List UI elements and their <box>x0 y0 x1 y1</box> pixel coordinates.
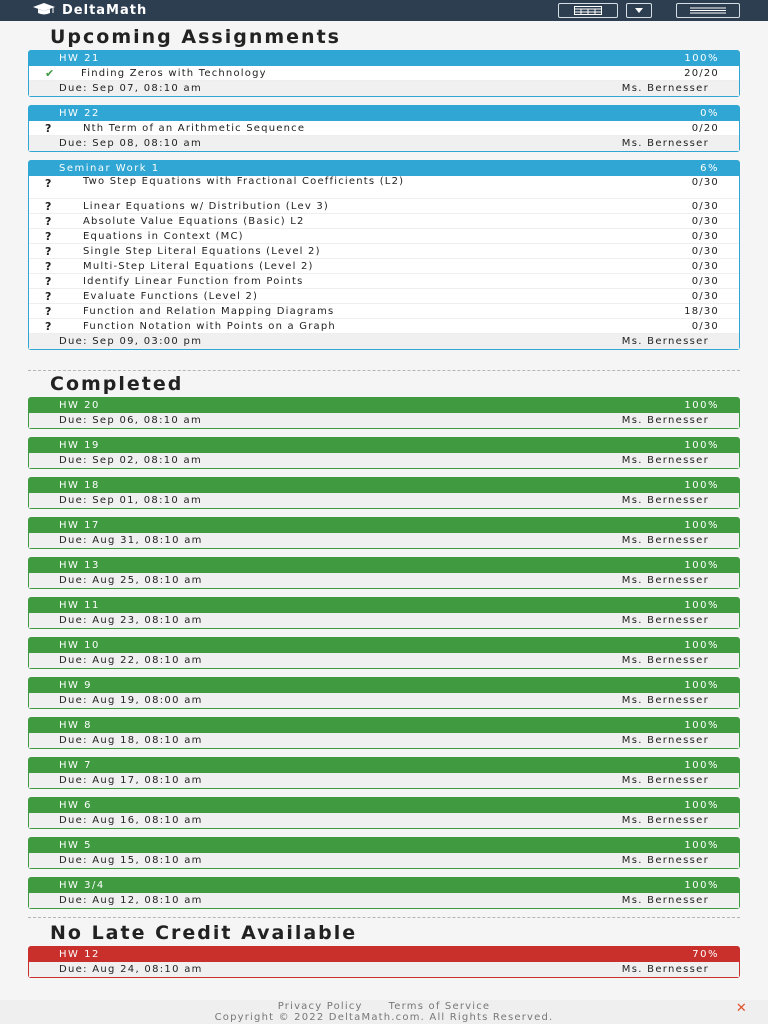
due-date: Due: Aug 16, 08:10 am <box>59 815 203 826</box>
assignment-card[interactable] <box>28 477 740 509</box>
teacher-name: Ms. Bernesser <box>621 336 709 347</box>
assignment-card[interactable] <box>28 837 740 869</box>
assignment-name: HW 12 <box>59 949 100 960</box>
late-title: No Late Credit Available <box>50 922 358 944</box>
problem-score: 0/30 <box>691 275 719 287</box>
assignment-name: HW 3/4 <box>59 880 105 891</box>
problem-row[interactable] <box>29 121 739 136</box>
assignment-percent: 100% <box>684 760 719 771</box>
assignment-card[interactable] <box>28 437 740 469</box>
assignment-name: HW 18 <box>59 480 100 491</box>
assignment-footer <box>29 733 739 748</box>
assignment-card[interactable] <box>28 105 740 152</box>
problem-row[interactable] <box>29 304 739 319</box>
assignment-percent: 0% <box>700 108 719 119</box>
question-mark-icon: ? <box>45 304 53 318</box>
brand-name: DeltaMath <box>62 3 148 18</box>
problem-score: 0/30 <box>691 290 719 302</box>
problem-score: 0/30 <box>691 245 719 257</box>
problem-name: Nth Term of an Arithmetic Sequence <box>83 122 306 134</box>
assignment-header[interactable] <box>29 518 739 533</box>
teacher-name: Ms. Bernesser <box>621 495 709 506</box>
teacher-name: Ms. Bernesser <box>621 855 709 866</box>
due-date: Due: Aug 23, 08:10 am <box>59 615 203 626</box>
question-mark-icon: ? <box>45 244 53 258</box>
due-date: Due: Aug 31, 08:10 am <box>59 535 203 546</box>
assignment-footer <box>29 573 739 588</box>
assignment-percent: 70% <box>692 949 719 960</box>
assignment-card[interactable] <box>28 637 740 669</box>
problem-name: Function Notation with Points on a Graph <box>83 320 336 332</box>
checkmark-icon: ✔ <box>45 66 56 80</box>
due-date: Due: Sep 01, 08:10 am <box>59 495 203 506</box>
assignment-card[interactable] <box>28 160 740 350</box>
graduation-cap-icon <box>32 1 56 20</box>
assignment-name: HW 22 <box>59 108 100 119</box>
due-date: Due: Aug 15, 08:10 am <box>59 855 203 866</box>
assignment-header[interactable] <box>29 51 739 66</box>
teacher-name: Ms. Bernesser <box>621 655 709 666</box>
assignment-name: HW 11 <box>59 600 100 611</box>
assignment-footer <box>29 813 739 828</box>
teacher-name: Ms. Bernesser <box>621 775 709 786</box>
assignment-name: HW 7 <box>59 760 92 771</box>
assignment-percent: 100% <box>684 880 719 891</box>
problem-name: Linear Equations w/ Distribution (Lev 3) <box>83 200 329 212</box>
brand-link[interactable] <box>32 1 147 20</box>
assignment-header[interactable] <box>29 798 739 813</box>
problem-score: 20/20 <box>684 67 719 79</box>
assignment-percent: 100% <box>684 53 719 64</box>
question-mark-icon: ? <box>45 274 53 288</box>
assignment-percent: 6% <box>700 163 719 174</box>
problem-row[interactable] <box>29 274 739 289</box>
assignment-footer <box>29 413 739 428</box>
problem-name: Function and Relation Mapping Diagrams <box>83 305 335 317</box>
assignment-footer <box>29 773 739 788</box>
question-mark-icon: ? <box>45 319 53 333</box>
assignment-header[interactable] <box>29 598 739 613</box>
teacher-name: Ms. Bernesser <box>621 964 709 975</box>
copyright-text: Copyright © 2022 DeltaMath.com. All Rights Reserved. <box>214 1012 554 1023</box>
assignment-name: HW 9 <box>59 680 92 691</box>
assignment-header[interactable] <box>29 106 739 121</box>
assignment-percent: 100% <box>684 560 719 571</box>
assignment-name: HW 21 <box>59 53 100 64</box>
assignment-header[interactable] <box>29 398 739 413</box>
teacher-name: Ms. Bernesser <box>621 455 709 466</box>
assignment-card[interactable] <box>28 50 740 97</box>
assignment-card[interactable] <box>28 677 740 709</box>
question-mark-icon: ? <box>45 259 53 273</box>
teacher-name: Ms. Bernesser <box>621 83 709 94</box>
problem-row[interactable] <box>29 259 739 274</box>
assignment-card[interactable] <box>28 757 740 789</box>
assignment-card[interactable] <box>28 597 740 629</box>
upcoming-title: Upcoming Assignments <box>50 26 341 48</box>
calculator-icon <box>574 6 602 15</box>
problem-score: 0/30 <box>691 200 719 212</box>
problem-row[interactable] <box>29 229 739 244</box>
teacher-name: Ms. Bernesser <box>621 535 709 546</box>
completed-title: Completed <box>50 373 184 395</box>
close-icon[interactable]: ✕ <box>735 1001 748 1016</box>
due-date: Due: Aug 24, 08:10 am <box>59 964 203 975</box>
due-date: Due: Sep 07, 08:10 am <box>59 83 203 94</box>
due-date: Due: Aug 18, 08:10 am <box>59 735 203 746</box>
problem-row[interactable] <box>29 214 739 229</box>
completed-list <box>28 397 740 909</box>
due-date: Due: Sep 02, 08:10 am <box>59 455 203 466</box>
assignment-header[interactable] <box>29 878 739 893</box>
assignment-name: HW 13 <box>59 560 100 571</box>
assignment-footer <box>29 853 739 868</box>
problem-name: Multi-Step Literal Equations (Level 2) <box>83 260 314 272</box>
assignment-card[interactable] <box>28 717 740 749</box>
main-content <box>28 22 740 986</box>
problem-score: 0/30 <box>691 230 719 242</box>
teacher-name: Ms. Bernesser <box>621 415 709 426</box>
dropdown-button[interactable] <box>626 3 652 18</box>
problem-name: Absolute Value Equations (Basic) L2 <box>83 215 305 227</box>
assignment-header[interactable] <box>29 558 739 573</box>
problem-score: 0/20 <box>691 122 719 134</box>
assignment-name: HW 20 <box>59 400 100 411</box>
problem-name: Two Step Equations with Fractional Coefficients (L2) <box>83 176 405 187</box>
problem-name: Identify Linear Function from Points <box>83 275 304 287</box>
assignment-header[interactable] <box>29 638 739 653</box>
assignment-percent: 100% <box>684 400 719 411</box>
problem-row[interactable] <box>29 66 739 81</box>
assignment-name: Seminar Work 1 <box>59 163 160 174</box>
hamburger-menu-button[interactable] <box>676 3 740 18</box>
due-date: Due: Aug 19, 08:00 am <box>59 695 203 706</box>
assignment-footer <box>29 493 739 508</box>
assignment-header[interactable] <box>29 758 739 773</box>
assignment-name: HW 8 <box>59 720 92 731</box>
problem-name: Single Step Literal Equations (Level 2) <box>83 245 321 257</box>
assignment-footer <box>29 453 739 468</box>
assignment-footer <box>29 533 739 548</box>
problem-score: 0/30 <box>691 215 719 227</box>
assignment-footer <box>29 962 739 977</box>
problem-name: Evaluate Functions (Level 2) <box>83 290 259 302</box>
problem-row[interactable] <box>29 319 739 334</box>
teacher-name: Ms. Bernesser <box>621 695 709 706</box>
question-mark-icon: ? <box>45 289 53 303</box>
assignment-name: HW 6 <box>59 800 92 811</box>
top-navbar <box>0 0 768 21</box>
assignment-percent: 100% <box>684 800 719 811</box>
problem-score: 18/30 <box>684 305 719 317</box>
assignment-header[interactable] <box>29 438 739 453</box>
due-date: Due: Sep 09, 03:00 pm <box>59 336 203 347</box>
assignment-percent: 100% <box>684 680 719 691</box>
question-mark-icon: ? <box>45 177 53 190</box>
question-mark-icon: ? <box>45 214 53 228</box>
assignment-percent: 100% <box>684 600 719 611</box>
privacy-policy-link[interactable]: Privacy Policy <box>277 1001 363 1012</box>
assignment-footer <box>29 653 739 668</box>
assignment-header[interactable] <box>29 678 739 693</box>
assignment-percent: 100% <box>684 440 719 451</box>
teacher-name: Ms. Bernesser <box>621 615 709 626</box>
question-mark-icon: ? <box>45 121 53 135</box>
calculator-button[interactable] <box>558 3 618 18</box>
due-date: Due: Sep 06, 08:10 am <box>59 415 203 426</box>
problem-score: 0/30 <box>691 320 719 332</box>
assignment-percent: 100% <box>684 720 719 731</box>
assignment-percent: 100% <box>684 520 719 531</box>
assignment-card[interactable] <box>28 517 740 549</box>
assignment-name: HW 10 <box>59 640 100 651</box>
problem-row[interactable] <box>29 199 739 214</box>
problem-row[interactable] <box>29 289 739 304</box>
assignment-card[interactable] <box>28 946 740 978</box>
teacher-name: Ms. Bernesser <box>621 575 709 586</box>
assignment-name: HW 17 <box>59 520 100 531</box>
assignment-card[interactable] <box>28 797 740 829</box>
due-date: Due: Aug 22, 08:10 am <box>59 655 203 666</box>
terms-of-service-link[interactable]: Terms of Service <box>388 1001 491 1012</box>
teacher-name: Ms. Bernesser <box>621 138 709 149</box>
question-mark-icon: ? <box>45 199 53 213</box>
problem-score: 0/30 <box>691 177 719 188</box>
teacher-name: Ms. Bernesser <box>621 815 709 826</box>
assignment-percent: 100% <box>684 640 719 651</box>
due-date: Due: Aug 17, 08:10 am <box>59 775 203 786</box>
assignment-footer <box>29 613 739 628</box>
assignment-name: HW 19 <box>59 440 100 451</box>
assignment-footer <box>29 81 739 96</box>
page-footer <box>0 1000 768 1024</box>
assignment-footer <box>29 893 739 908</box>
teacher-name: Ms. Bernesser <box>621 895 709 906</box>
due-date: Due: Sep 08, 08:10 am <box>59 138 203 149</box>
problem-row[interactable] <box>29 176 739 199</box>
assignment-card[interactable] <box>28 397 740 429</box>
chevron-down-icon <box>635 8 643 13</box>
assignment-card[interactable] <box>28 557 740 589</box>
problem-score: 0/30 <box>691 260 719 272</box>
assignment-name: HW 5 <box>59 840 92 851</box>
problem-name: Equations in Context (MC) <box>83 230 244 242</box>
assignment-footer <box>29 693 739 708</box>
due-date: Due: Aug 25, 08:10 am <box>59 575 203 586</box>
assignment-percent: 100% <box>684 840 719 851</box>
assignment-header[interactable] <box>29 838 739 853</box>
problem-row[interactable] <box>29 244 739 259</box>
assignment-percent: 100% <box>684 480 719 491</box>
assignment-header[interactable] <box>29 718 739 733</box>
assignment-footer <box>29 334 739 349</box>
question-mark-icon: ? <box>45 229 53 243</box>
hamburger-menu-icon <box>690 7 726 14</box>
teacher-name: Ms. Bernesser <box>621 735 709 746</box>
assignment-footer <box>29 136 739 151</box>
assignment-header[interactable] <box>29 161 739 176</box>
assignment-header[interactable] <box>29 478 739 493</box>
due-date: Due: Aug 12, 08:10 am <box>59 895 203 906</box>
problem-name: Finding Zeros with Technology <box>81 67 267 79</box>
assignment-card[interactable] <box>28 877 740 909</box>
assignment-header[interactable] <box>29 947 739 962</box>
